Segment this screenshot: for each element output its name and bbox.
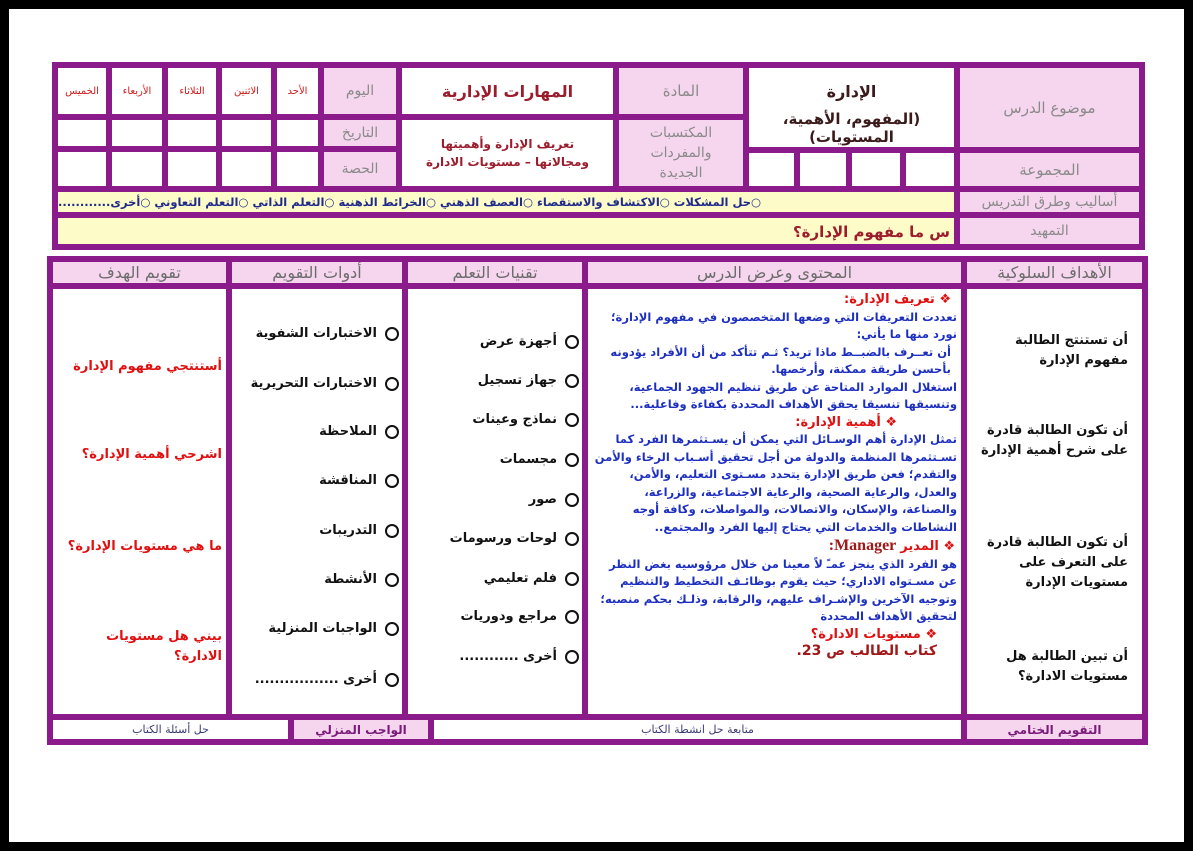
- date-cell: [274, 117, 321, 149]
- radio-circle-icon[interactable]: [565, 493, 579, 507]
- radio-circle-icon[interactable]: [565, 453, 579, 467]
- radio-circle-icon[interactable]: [385, 573, 399, 587]
- tools-list: [229, 286, 405, 717]
- methods-label: أساليب وطرق التدريس: [957, 189, 1142, 215]
- content-heading-levels: ❖ مستويات الادارة؟: [810, 626, 937, 642]
- evaluation-3: ما هي مستويات الإدارة؟: [67, 539, 222, 554]
- technique-item[interactable]: صور: [529, 492, 579, 507]
- group-cell: [797, 150, 849, 189]
- period-cell: [219, 149, 274, 189]
- day-label: اليوم: [321, 65, 399, 117]
- techniques-list: [405, 286, 585, 717]
- objective-4: أن تبين الطالبة هل مستويات الادارة؟: [1006, 649, 1128, 684]
- radio-circle-icon[interactable]: [385, 327, 399, 341]
- prior-knowledge-label: المكتسبات والمفردات الجديدة: [616, 117, 746, 189]
- evaluation-4: بيني هل مستويات الادارة؟: [106, 629, 222, 664]
- radio-circle-icon[interactable]: [565, 650, 579, 664]
- content-heading-importance: ❖ أهمية الإدارة:: [795, 414, 897, 430]
- radio-circle-icon[interactable]: [385, 474, 399, 488]
- header-tools: أدوات التقويم: [229, 259, 405, 286]
- intro-cell: [55, 215, 957, 247]
- tool-item[interactable]: التدريبات: [319, 523, 399, 538]
- technique-item[interactable]: مراجع ودوريات: [460, 609, 579, 624]
- evaluation-2: اشرحي أهمية الإدارة؟: [81, 447, 222, 462]
- header-content: المحتوى وعرض الدرس: [585, 259, 964, 286]
- day-tuesday: الثلاثاء: [165, 65, 219, 117]
- lesson-topic-sub: (المفهوم، الأهمية، المستويات): [782, 110, 921, 146]
- group-cell: [849, 150, 903, 189]
- objective-1: أن تستنتج الطالبة مفهوم الإدارة: [1015, 333, 1128, 368]
- period-cell: [109, 149, 165, 189]
- subject-value: المهارات الإدارية: [399, 65, 616, 117]
- radio-circle-icon[interactable]: [565, 335, 579, 349]
- date-cell: [165, 117, 219, 149]
- day-sunday: الأحد: [274, 65, 321, 117]
- header-evaluation: تقويم الهدف: [50, 259, 229, 286]
- group-cell: [903, 150, 957, 189]
- homework-label: الواجب المنزلي: [291, 717, 431, 742]
- day-thursday: الخميس: [55, 65, 109, 117]
- group-label: المجموعة: [957, 150, 1142, 189]
- content-definition-2: استغلال الموارد المتاحة عن طريق تنظيم الجهود الجماعية، وتنسيقها تنسيقا يحقق الأهداف المحددة بكفاءة وفاعلية...: [629, 379, 957, 411]
- objective-3: أن تكون الطالبة قادرة على التعرف على مستويات الإدارة: [987, 535, 1128, 590]
- radio-circle-icon[interactable]: [385, 673, 399, 687]
- lesson-topic-title: الإدارة: [826, 82, 877, 101]
- final-evaluation-label: التقويم الختامي: [964, 717, 1145, 742]
- intro-question: س ما مفهوم الإدارة؟: [792, 223, 950, 241]
- page: [9, 9, 1184, 842]
- subject-label: المادة: [616, 65, 746, 117]
- radio-circle-icon[interactable]: [565, 572, 579, 586]
- date-cell: [109, 117, 165, 149]
- radio-circle-icon[interactable]: [385, 622, 399, 636]
- tool-item[interactable]: الواجبات المنزلية: [268, 621, 399, 636]
- period-label: الحصة: [321, 149, 399, 189]
- intro-label: التمهيد: [957, 215, 1142, 247]
- technique-item[interactable]: جهاز تسجيل: [478, 373, 579, 388]
- methods-value: ○حل المشكلات ○الاكتشاف والاستقصاء ○العصف الذهني ○الخرائط الذهنية ○التعلم الذاتي ○التعلم التعاوني ○أخرى............: [55, 189, 957, 215]
- radio-circle-icon[interactable]: [565, 610, 579, 624]
- header-techniques: تقنيات التعلم: [405, 259, 585, 286]
- period-cell: [274, 149, 321, 189]
- radio-circle-icon[interactable]: [385, 425, 399, 439]
- group-cell: [746, 150, 797, 189]
- tool-item[interactable]: الملاحظة: [319, 424, 399, 439]
- radio-circle-icon[interactable]: [565, 532, 579, 546]
- homework-value: حل أسئلة الكتاب: [50, 717, 291, 742]
- period-cell: [165, 149, 219, 189]
- technique-item[interactable]: مجسمات: [500, 452, 579, 467]
- header-objectives: الأهداف السلوكية: [964, 259, 1145, 286]
- radio-circle-icon[interactable]: [565, 413, 579, 427]
- technique-item[interactable]: أجهزة عرض: [480, 334, 579, 349]
- content-heading-definition: ❖ تعريف الإدارة:: [844, 292, 951, 307]
- content-levels-ref: كتاب الطالب ص 23.: [796, 643, 937, 659]
- content-definition-1: أن تعــرف بالضبــط ماذا تريد؟ ثـم تتأكد من أن الأفراد يؤدونه بأحسن طريقة ممكنة، وأرخصها.: [610, 344, 951, 376]
- content-definition-intro: تعددت التعريفات التي وضعها المتخصصون في مفهوم الإدارة؛ نورد منها ما يأتي:: [610, 309, 957, 341]
- day-wednesday: الأربعاء: [109, 65, 165, 117]
- content-manager: هو الفرد الذي ينجز عمـً لاً معينا من خلال مرؤوسيه بغض النظر عن مسـتواه الاداري؛ حيث يقوم بوظائـف التخطيط والتنظيم وتوجيه الآخرين والإشـراف عليهم، والرقابة، وذلـك بحكم منصبه؛ لتحقيق الأهداف المحددة: [600, 556, 957, 623]
- tool-item[interactable]: الأنشطة: [324, 572, 399, 587]
- evaluation-1: أستنتجي مفهوم الإدارة: [73, 359, 222, 374]
- day-monday: الاثنين: [219, 65, 274, 117]
- technique-item[interactable]: فلم تعليمي: [484, 571, 579, 586]
- final-evaluation-value: متابعة حل انشطة الكتاب: [431, 717, 964, 742]
- tool-item[interactable]: الاختبارات التحريرية: [251, 376, 399, 391]
- date-cell: [55, 117, 109, 149]
- content-body: [591, 291, 957, 661]
- technique-item[interactable]: أخرى ............: [459, 649, 579, 664]
- technique-item[interactable]: لوحات ورسومات: [450, 531, 579, 546]
- tool-item[interactable]: المناقشة: [319, 473, 399, 488]
- content-column: [585, 286, 964, 717]
- objective-2: أن تكون الطالبة قادرة على شرح أهمية الإدارة: [981, 423, 1128, 458]
- technique-item[interactable]: نماذج وعينات: [472, 412, 579, 427]
- lesson-topic-label: موضوع الدرس: [957, 65, 1142, 150]
- date-label: التاريخ: [321, 117, 399, 149]
- tool-item[interactable]: الاختبارات الشفوية: [256, 326, 399, 341]
- content-heading-manager-line: [591, 537, 957, 556]
- radio-circle-icon[interactable]: [385, 524, 399, 538]
- tool-item[interactable]: أخرى .................: [255, 672, 399, 687]
- prior-knowledge-value: تعريف الإدارة وأهميتها ومجالاتها – مستويات الادارة: [399, 117, 616, 189]
- content-heading-manager-en: Manager:: [828, 537, 897, 554]
- date-cell: [219, 117, 274, 149]
- evaluation-column: [50, 286, 229, 717]
- radio-circle-icon[interactable]: [565, 374, 579, 388]
- objectives-column: [964, 286, 1145, 717]
- radio-circle-icon[interactable]: [385, 377, 399, 391]
- period-cell: [55, 149, 109, 189]
- lesson-topic-cell: [746, 65, 957, 150]
- content-importance: تمثل الإدارة أهم الوسـائل التي يمكن أن يسـتثمرها الفرد كما تسـتثمرها المنظمة والدولة من أجل تحقيق أسـباب الرخاء والأمن والتقدم؛ فعن طريق الإدارة يتحدد مسـتوى التعليم، والأمن، والعدل، والرعاية الصحية، والرعاية الاجتماعية، والزراعة، والصناعة، والإسكان، والاتصالات، والمواصلات، وكافة أوجه النشاطات والخدمات التي يحتاج إليها الفرد والمجتمع..: [594, 432, 957, 534]
- content-heading-manager: ❖ المدير: [900, 539, 955, 554]
